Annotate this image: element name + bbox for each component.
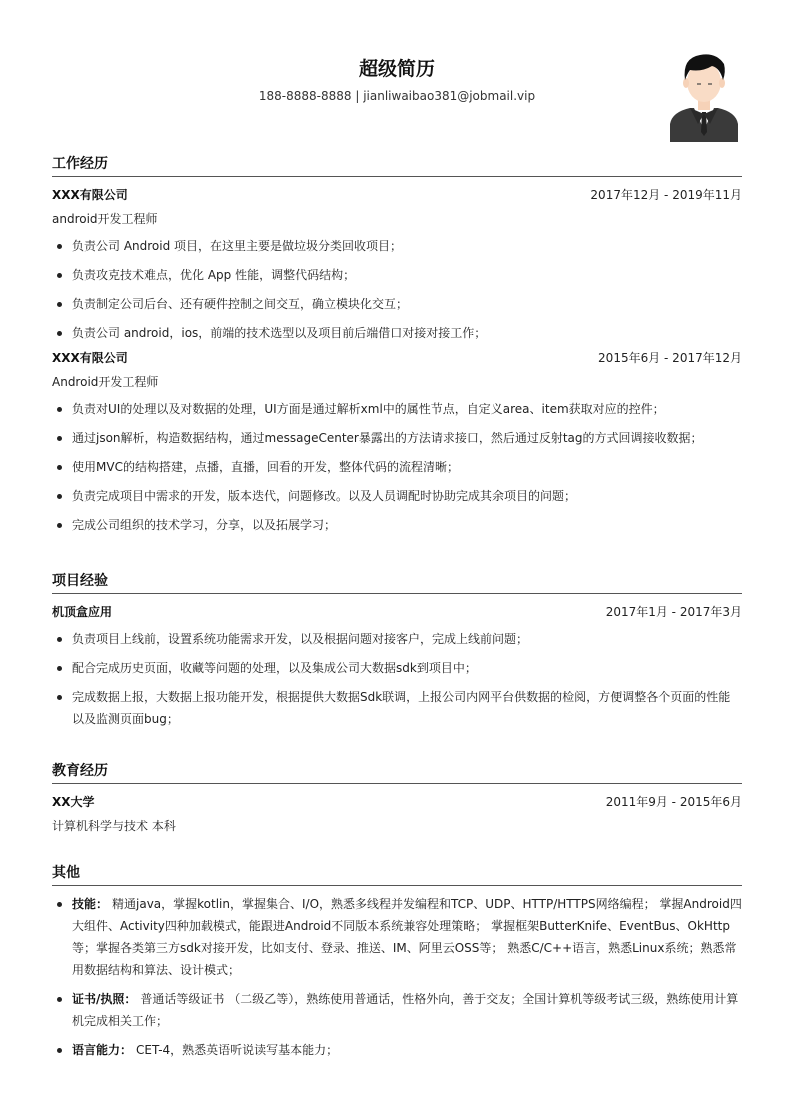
language-text: CET-4，熟悉英语听说读写基本能力；	[136, 1043, 339, 1057]
project-bullet: 配合完成历史页面，收藏等问题的处理，以及集成公司大数据sdk到项目中；	[52, 657, 742, 679]
project-bullet: 完成数据上报，大数据上报功能开发，根据提供大数据Sdk联调，上报公司内网平台供数据的检阅，方便调整各个页面的性能以及监测页面bug；	[52, 686, 742, 730]
contact-info: 188-8888-8888 | jianliwaibao381@jobmail.vip	[258, 89, 536, 103]
avatar-illustration	[668, 50, 740, 142]
education-section-title: 教育经历	[52, 760, 742, 784]
job-bullet: 负责完成项目中需求的开发，版本迭代，问题修改。以及人员调配时协助完成其余项目的问题；	[52, 485, 742, 507]
project-date: 2017年1月 - 2017年3月	[605, 605, 742, 619]
other-section	[52, 862, 742, 1061]
projects-section-title: 项目经验	[52, 570, 742, 594]
job-bullet: 使用MVC的结构搭建，点播，直播，回看的开发，整体代码的流程清晰；	[52, 456, 742, 478]
job-bullet: 负责对UI的处理以及对数据的处理，UI方面是通过解析xml中的属性节点，自定义area、item获取对应的控件；	[52, 398, 742, 420]
job-bullets	[52, 398, 742, 536]
job-entry	[52, 349, 742, 536]
job-header	[52, 186, 742, 204]
work-section	[52, 153, 742, 536]
resume-name: 超级简历	[358, 58, 435, 80]
job-bullet: 负责制定公司后台、还有硬件控制之间交互，确立模块化交互；	[52, 293, 742, 315]
language-item	[52, 1039, 742, 1061]
project-name: 机顶盒应用	[52, 605, 113, 619]
skills-text: 精通java，掌握kotlin，掌握集合、I/O，熟悉多线程并发编程和TCP、UDP、HTTP/HTTPS网络编程； 掌握Android四大组件、Activity四种加载模式，能跟进Android不同版本系统兼容处理策略； 掌握框架ButterKnife、EventBus、OkHttp等；掌握各类第三方sdk对接开发，比如支付、登录、推送、IM、阿里云OSS等； 熟悉C/C++语言，熟悉Linux系统；熟悉常用数据结构和算法、设计模式；	[72, 897, 742, 977]
project-bullet: 负责项目上线前，设置系统功能需求开发，以及根据问题对接客户，完成上线前问题；	[52, 628, 742, 650]
project-header	[52, 603, 742, 621]
other-items	[52, 893, 742, 1061]
company-name: XXX有限公司	[52, 351, 128, 365]
education-header	[52, 793, 742, 811]
job-bullets	[52, 235, 742, 344]
skills-label: 技能：	[72, 897, 109, 911]
job-header	[52, 349, 742, 367]
work-section-title: 工作经历	[52, 153, 742, 177]
school-name: XX大学	[52, 795, 95, 809]
language-label: 语言能力：	[72, 1043, 133, 1057]
education-section	[52, 760, 742, 835]
job-bullet: 负责公司 Android 项目，在这里主要是做垃圾分类回收项目；	[52, 235, 742, 257]
job-bullet: 负责攻克技术难点，优化 App 性能，调整代码结构；	[52, 264, 742, 286]
job-date: 2015年6月 - 2017年12月	[598, 351, 742, 365]
job-date: 2017年12月 - 2019年11月	[590, 188, 742, 202]
projects-section	[52, 570, 742, 730]
job-entry	[52, 186, 742, 344]
project-bullets	[52, 628, 742, 730]
certificates-item	[52, 988, 742, 1032]
job-role: android开发工程师	[52, 212, 158, 226]
skills-item	[52, 893, 742, 981]
job-bullet: 负责公司 android，ios，前端的技术选型以及项目前后端借口对接对接工作；	[52, 322, 742, 344]
certificates-text: 普通话等级证书 （二级乙等），熟练使用普通话，性格外向，善于交友；全国计算机等级考试三级，熟练使用计算机完成相关工作；	[72, 992, 739, 1028]
other-section-title: 其他	[52, 862, 742, 886]
education-date: 2011年9月 - 2015年6月	[605, 795, 742, 809]
job-bullet: 通过json解析，构造数据结构，通过messageCenter暴露出的方法请求接口，然后通过反射tag的方式回调接收数据；	[52, 427, 742, 449]
job-role: Android开发工程师	[52, 375, 159, 389]
education-major: 计算机科学与技术 本科	[52, 819, 176, 833]
certificates-label: 证书/执照：	[72, 992, 137, 1006]
company-name: XXX有限公司	[52, 188, 128, 202]
job-bullet: 完成公司组织的技术学习，分享，以及拓展学习；	[52, 514, 742, 536]
